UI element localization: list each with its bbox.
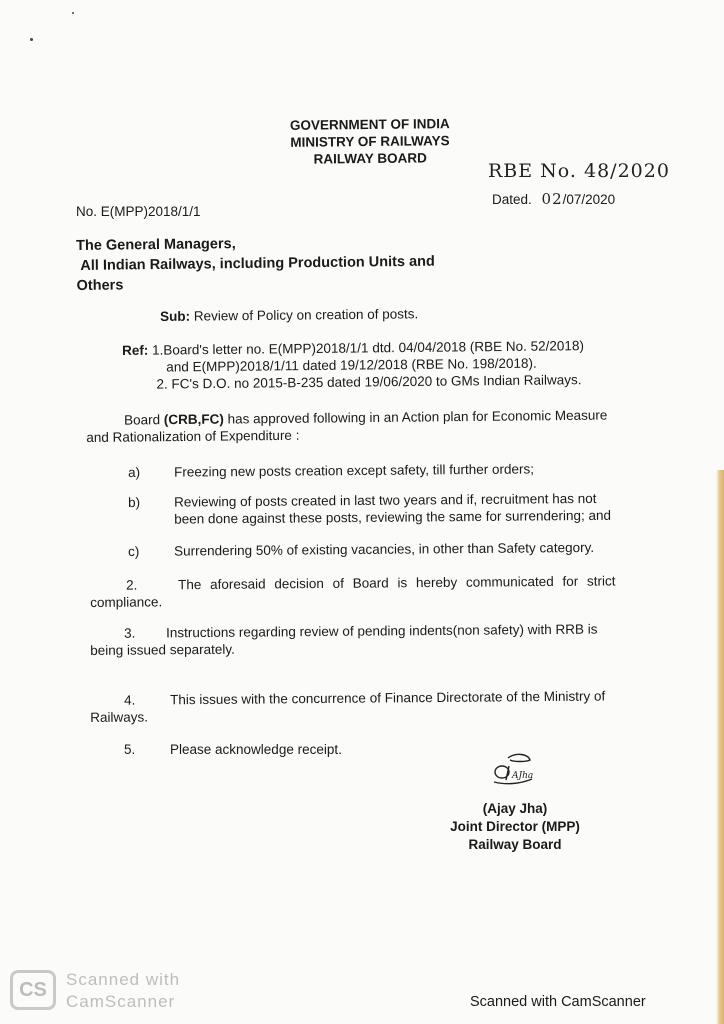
camscanner-logo: CS (10, 970, 56, 1010)
list-item (128, 490, 611, 528)
list-item-label: a) (128, 464, 141, 480)
reference-line-3: 2. FC's D.O. no 2015-B-235 dated 19/06/2020 to GMs Indian Railways. (156, 372, 582, 392)
para-text: The aforesaid decision of Board is hereby communicated for strict (178, 573, 616, 593)
para-3 (90, 621, 598, 659)
letterhead-line-1: GOVERNMENT OF INDIA (289, 116, 450, 133)
scan-speck (72, 12, 74, 14)
list-item (128, 539, 594, 560)
letterhead-line-3: RAILWAY BOARD (313, 150, 427, 167)
signatory-designation: Joint Director (MPP) (450, 819, 580, 834)
signatory-office: Railway Board (468, 837, 562, 852)
subject-text: Review of Policy on creation of posts. (190, 306, 419, 324)
para1-bold: (CRB,FC) (163, 411, 224, 428)
para-1 (86, 407, 608, 446)
addressee-line-1: The General Managers, (76, 236, 236, 254)
dated-label: Dated. (492, 192, 532, 207)
addressee-line-3: Others (76, 277, 124, 294)
reference-line-2: and E(MPP)2018/1/11 dated 19/12/2018 (RBE No. 198/2018). (166, 355, 537, 375)
dated-handwritten-day: 02 (541, 190, 563, 208)
para-text: Please acknowledge receipt. (170, 742, 342, 757)
para-number: 4. (124, 692, 136, 708)
addressee-block (76, 232, 435, 296)
reference-block (122, 337, 584, 393)
list-item-label: c) (128, 543, 140, 559)
addressee-line-2: All Indian Railways, including Production Units and (80, 253, 435, 274)
para-5 (124, 741, 342, 758)
list-item-text: Freezing new posts creation except safety, till further orders; (174, 461, 535, 480)
list-item-text: been done against these posts, reviewing the same for surrendering; and (174, 507, 612, 527)
subject-label: Sub: (160, 308, 191, 324)
date-line (492, 191, 615, 208)
reference-label: Ref: (122, 342, 149, 358)
watermark-line-1: Scanned with (66, 970, 181, 989)
subject-line (160, 305, 418, 325)
para-2 (90, 572, 616, 611)
para1-rest: has approved following in an Action plan for Economic Measure (223, 407, 608, 427)
para-number: 3. (124, 625, 136, 641)
para-text: This issues with the concurrence of Finance Directorate of the Ministry of (170, 688, 606, 708)
signature-mark (490, 752, 536, 786)
file-number: No. E(MPP)2018/1/1 (76, 204, 201, 219)
list-item-text: Reviewing of posts created in last two years and if, recruitment has not (174, 490, 597, 510)
signature-initials: AJha (512, 771, 534, 781)
signatory-name: (Ajay Jha) (482, 801, 548, 816)
page-edge (716, 470, 724, 1024)
list-item-label: b) (128, 494, 141, 510)
letterhead (240, 115, 501, 169)
watermark-line-2: CamScanner (66, 992, 176, 1011)
reference-line-1: 1.Board's letter no. E(MPP)2018/1/1 dtd. 04/04/2018 (RBE No. 52/2018) (148, 338, 584, 358)
para-4 (90, 688, 605, 726)
para-text: being issued separately. (90, 641, 235, 658)
para-number: 2. (126, 577, 138, 593)
list-item (128, 460, 534, 481)
scan-speck (30, 38, 33, 41)
dated-rest: /07/2020 (562, 192, 616, 207)
list-item-text: Surrendering 50% of existing vacancies, in other than Safety category. (174, 539, 595, 559)
para-number: 5. (124, 742, 136, 757)
scanned-with-text: Scanned with CamScanner (470, 994, 646, 1010)
para1-line-2: and Rationalization of Expenditure : (86, 427, 300, 445)
para-text: compliance. (90, 594, 163, 610)
para-text: Instructions regarding review of pending indents(non safety) with RRB is (166, 621, 598, 641)
letterhead-line-2: MINISTRY OF RAILWAYS (290, 133, 450, 150)
para-text: Railways. (90, 709, 149, 725)
para1-prefix: Board (124, 412, 164, 428)
rbe-number: RBE No. 48/2020 (488, 160, 670, 182)
signature-block (440, 800, 590, 854)
